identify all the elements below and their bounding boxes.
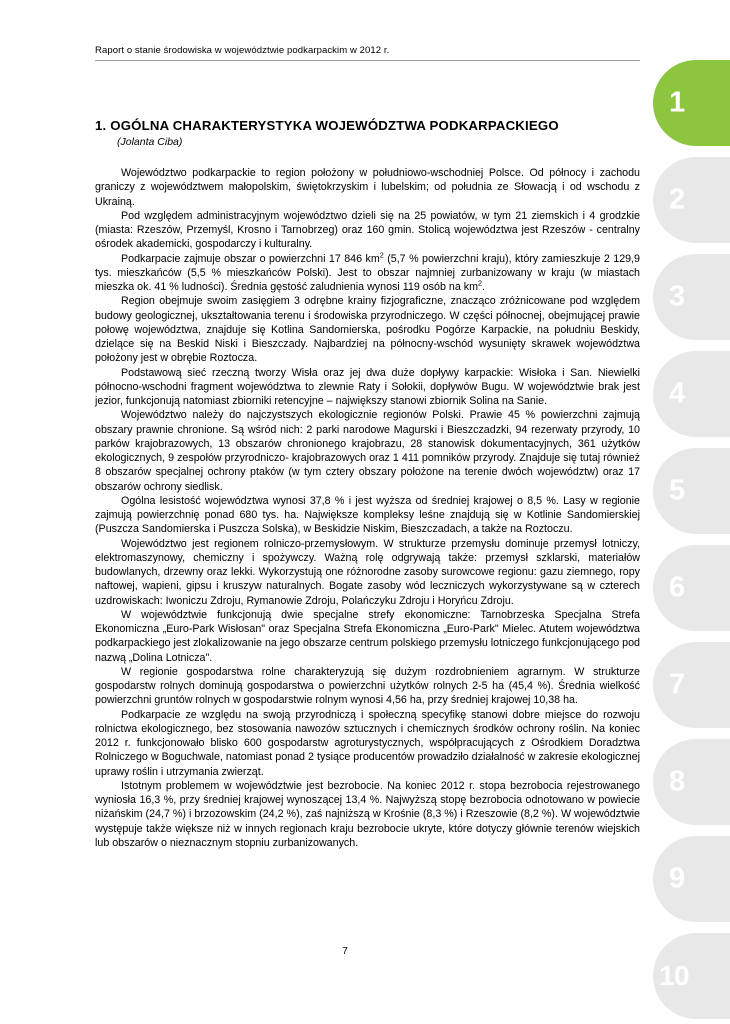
chapter-tab-label: 3 (669, 280, 685, 313)
body-text (95, 166, 640, 850)
paragraph: Województwo jest regionem rolniczo-przemysłowym. W strukturze przemysłu dominuje przemysł lotniczy, elektromaszynowy, chemiczny i spożywczy. Ważną rolę odgrywają także: przemysł szklarski, materiałów budowlanych, drzewny oraz lekki. Wykorzystują one różnorodne zasoby surowcowe regionu: gazu ziemnego, ropy naftowej, wapieni, gipsu i kruszyw naturalnych. Bogate zasoby wód leczniczych wykorzystywane są w czterech uzdrowiskach: Iwoniczu Zdroju, Rymanowie Zdroju, Polańczyku Zdroju i Horyńcu Zdroju. (95, 537, 640, 607)
chapter-tab-3[interactable] (653, 254, 730, 340)
paragraph: Podstawową sieć rzeczną tworzy Wisła oraz jej dwa duże dopływy karpackie: Wisłoka i San. Niewielki północno-wschodni fragment województwa to zlewnie Raty i Sołokii, dopływów Bugu. W województwie brak jest jezior, funkcjonują natomiast zbiorniki retencyjne – największy stanowi zbiornik Solina na Sanie. (95, 366, 640, 407)
running-header: Raport o stanie środowiska w województwie podkarpackim w 2012 r. (95, 45, 640, 61)
chapter-tab-label: 10 (659, 960, 690, 991)
paragraph: W województwie funkcjonują dwie specjalne strefy ekonomiczne: Tarnobrzeska Specjalna Strefa Ekonomiczna „Euro-Park Wisłosan" oraz Specjalna Strefa Ekonomiczna „Euro-Park" Mielec. Atutem województwa podkarpackiego jest zlokalizowanie na jego obszarze centrum polskiego przemysłu lotniczego funkcjonującego pod nazwą „Dolina Lotnicza". (95, 608, 640, 664)
paragraph: Podkarpacie ze względu na swoją przyrodniczą i społeczną specyfikę stanowi dobre miejsce do rozwoju rolnictwa ekologicznego, bez stosowania nawozów sztucznych i chemicznych środków ochrony roślin. Na koniec 2012 r. funkcjonowało blisko 600 gospodarstw agroturystycznych, współpracujących z Ośrodkiem Doradztwa Rolniczego w Boguchwale, natomiast ponad 2 tysiące producentów prowadziło działalność w zakresie ekologicznej uprawy roślin i utrzymania zwierząt. (95, 708, 640, 778)
chapter-tab-4[interactable] (653, 351, 730, 437)
page-title: 1. OGÓLNA CHARAKTERYSTYKA WOJEWÓDZTWA PODKARPACKIEGO (95, 118, 559, 133)
paragraph: Województwo należy do najczystszych ekologicznie regionów Polski. Prawie 45 % powierzchni zajmują obszary prawnie chronione. Są wśród nich: 2 parki narodowe Magurski i Bieszczadzki, 94 rezerwaty przyrody, 10 parków krajobrazowych, 13 obszarów chronionego krajobrazu, 28 stanowisk dokumentacyjnych, 361 użytków ekologicznych, 9 zespołów przyrodniczo- krajobrazowych oraz 1 411 pomników przyrody. Znajduje się tutaj również 8 obszarów specjalnej ochrony ptaków (w tym cztery obszary położone na terenie dwóch województw) oraz 17 obszarów ochrony siedlisk. (95, 409, 640, 493)
paragraph: Istotnym problemem w województwie jest bezrobocie. Na koniec 2012 r. stopa bezrobocia rejestrowanego wyniosła 16,3 %, przy średniej krajowej wynoszącej 13,4 %. Najwyższą stopę bezrobocia odnotowano w powiecie niżańskim (24,7 %) i brzozowskim (24,2 %), zaś najniższą w Krośnie (8,3 %) i Rzeszowie (8,2 %). W województwie występuje także większe niż w innych regionach kraju bezrobocie ukryte, które dotyczy głównie terenów wiejskich lub obszarów o nieznacznym stopniu zurbanizowanych. (95, 779, 640, 849)
paragraph: W regionie gospodarstwa rolne charakteryzują się dużym rozdrobnieniem agrarnym. W strukturze gospodarstw rolnych dominują gospodarstwa o powierzchni użytków rolnych 2-5 ha (45,4 %). Średnia wielkość powierzchni gruntów rolnych w gospodarstwie rolnym wynosi 4,56 ha, przy średniej krajowej 10,38 ha. (95, 665, 640, 707)
page-number: 7 (342, 946, 348, 957)
chapter-tab-label: 6 (669, 571, 685, 604)
paragraph: Pod względem administracyjnym województwo dzieli się na 25 powiatów, w tym 21 ziemskich i 4 grodzkie (miasta: Rzeszów, Przemyśl, Krosno i Tarnobrzeg) oraz 160 gmin. Stolicą województwa jest Rzeszów - centralny ośrodek akademicki, gospodarczy i kulturalny. (95, 209, 640, 251)
chapter-tab-8[interactable] (653, 739, 730, 825)
chapter-tab-2[interactable] (653, 157, 730, 243)
chapter-tab-label: 4 (669, 377, 685, 410)
chapter-tab-label: 5 (669, 474, 685, 507)
paragraph: Ogólna lesistość województwa wynosi 37,8 % i jest wyższa od średniej krajowej o 8,5 %. Lasy w regionie zajmują powierzchnię ponad 680 tys. ha. Największe kompleksy leśne znajdują się w Kotlinie Sandomierskiej (Puszcza Sandomierska i Puszcza Solska), w Beskidzie Niskim, Bieszczadach, a także na Roztoczu. (95, 494, 640, 536)
chapter-tab-9[interactable] (653, 836, 730, 922)
chapter-tab-1[interactable] (653, 60, 730, 146)
chapter-tab-label: 9 (669, 862, 685, 895)
chapter-tab-label: 2 (669, 183, 685, 216)
chapter-tab-label: 7 (669, 668, 685, 701)
chapter-tab-6[interactable] (653, 545, 730, 631)
chapter-tab-5[interactable] (653, 448, 730, 534)
chapter-tab-label: 8 (669, 765, 685, 798)
chapter-tab-strip (653, 0, 730, 1024)
paragraph: Podkarpacie zajmuje obszar o powierzchni 17 846 $km^2$ (5,7 % powierzchni kraju), który zamieszkuje 2 129,9 tys. mieszkańców (5,5 % mieszkańców Polski). Jest to obszar najmniej zurbanizowany w kraju (w miastach mieszka ok. 41 % ludności). Średnia gęstość zaludnienia wynosi 119 osób na $km^2$. (95, 249, 640, 293)
paragraph: Województwo podkarpackie to region położony w południowo-wschodniej Polsce. Od północy i zachodu graniczy z województwem małopolskim, świętokrzyskim i lubelskim; od południa ze Słowacją i od wschodu z Ukrainą. (95, 167, 640, 208)
chapter-tab-label: 1 (669, 86, 685, 119)
title-block (95, 118, 640, 148)
chapter-tab-7[interactable] (653, 642, 730, 728)
paragraph: Region obejmuje swoim zasięgiem 3 odrębne krainy fizjograficzne, znacząco zróżnicowane pod względem budowy geologicznej, ukształtowania terenu i środowiska przyrodniczego. W części północnej, obejmującej prawie połowę województwa, znajduje się Kotlina Sandomierska, pośrodku Pogórze Karpackie, na południu Beskidy, dzielące się na Beskid Niski i Bieszczady. Najbardziej na północny-wschód wysunięty skrawek województwa położony jest w obrębie Roztocza. (95, 295, 640, 365)
chapter-tab-10[interactable] (653, 933, 730, 1019)
author-name: (Jolanta Ciba) (117, 136, 183, 148)
